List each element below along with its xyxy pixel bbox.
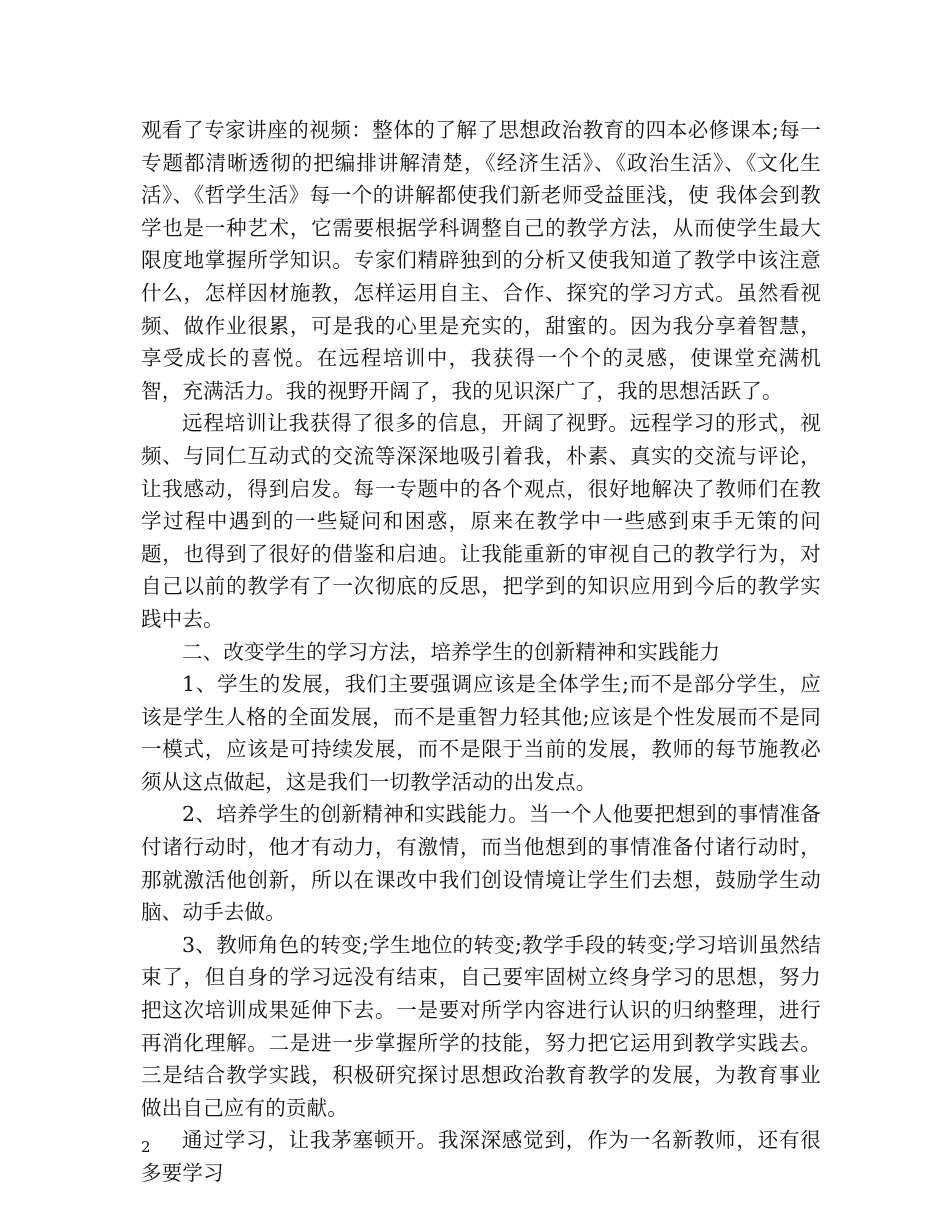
document-body (141, 114, 821, 1190)
paragraph-point-2: 2、培养学生的创新精神和实践能力。当一个人他要把想到的事情准备付诸行动时，他才有动力，有激情，而当他想到的事情准备付诸行动时，那就激活他创新，所以在课改中我们创设情境让学生们去想，鼓励学生动脑、动手去做。 (141, 802, 821, 925)
paragraph-point-3: 3、教师角色的转变;学生地位的转变;教学手段的转变;学习培训虽然结束了，但自身的学习远没有结束，自己要牢固树立终身学习的思想，努力把这次培训成果延伸下去。一是要对所学内容进行认识的归纳整理，进行再消化理解。二是进一步掌握所学的技能，努力把它运用到教学实践去。三是结合教学实践，积极研究探讨思想政治教育教学的发展，为教育事业做出自己应有的贡献。 (141, 932, 821, 1120)
paragraph-closing: 通过学习，让我茅塞顿开。我深深感觉到，作为一名新教师，还有很多要学习 (141, 1128, 821, 1185)
paragraph-1: 观看了专家讲座的视频：整体的了解了思想政治教育的四本必修课本;每一专题都清晰透彻的把编排讲解清楚，《经济生活》、《政治生活》、《文化生活》、《哲学生活》每一个的讲解都使我们新老师受益匪浅，使 我体会到教学也是一种艺术，它需要根据学科调整自己的教学方法，从而使学生最大限度地掌握所学知识。专家们精辟独到的分析又使我知道了教学中该注意什么，怎样因材施教，怎样运用自主、合作、探究的学习方式。虽然看视频、做作业很累，可是我的心里是充实的，甜蜜的。因为我分享着智慧，享受成长的喜悦。在远程培训中，我获得一个个的灵感，使课堂充满机智，充满活力。我的视野开阔了，我的见识深广了，我的思想活跃了。 (141, 118, 821, 403)
section-heading: 二、改变学生的学习方法，培养学生的创新精神和实践能力 (182, 639, 721, 664)
paragraph-point-1: 1、学生的发展，我们主要强调应该是全体学生;而不是部分学生，应该是学生人格的全面发展，而不是重智力轻其他;应该是个性发展而不是同一模式，应该是可持续发展，而不是限于当前的发展，教师的每节施教必须从这点做起，这是我们一切教学活动的出发点。 (141, 672, 821, 794)
page-number: 2 (141, 1138, 151, 1156)
paragraph-2: 远程培训让我获得了很多的信息，开阔了视野。远程学习的形式，视频、与同仁互动式的交流等深深地吸引着我，朴素、真实的交流与评论，让我感动，得到启发。每一专题中的各个观点，很好地解决了教师们在教学过程中遇到的一些疑问和困惑，原来在教学中一些感到束手无策的问题，也得到了很好的借鉴和启迪。让我能重新的审视自己的教学行为，对自己以前的教学有了一次彻底的反思，把学到的知识应用到今后的教学实践中去。 (141, 411, 821, 631)
